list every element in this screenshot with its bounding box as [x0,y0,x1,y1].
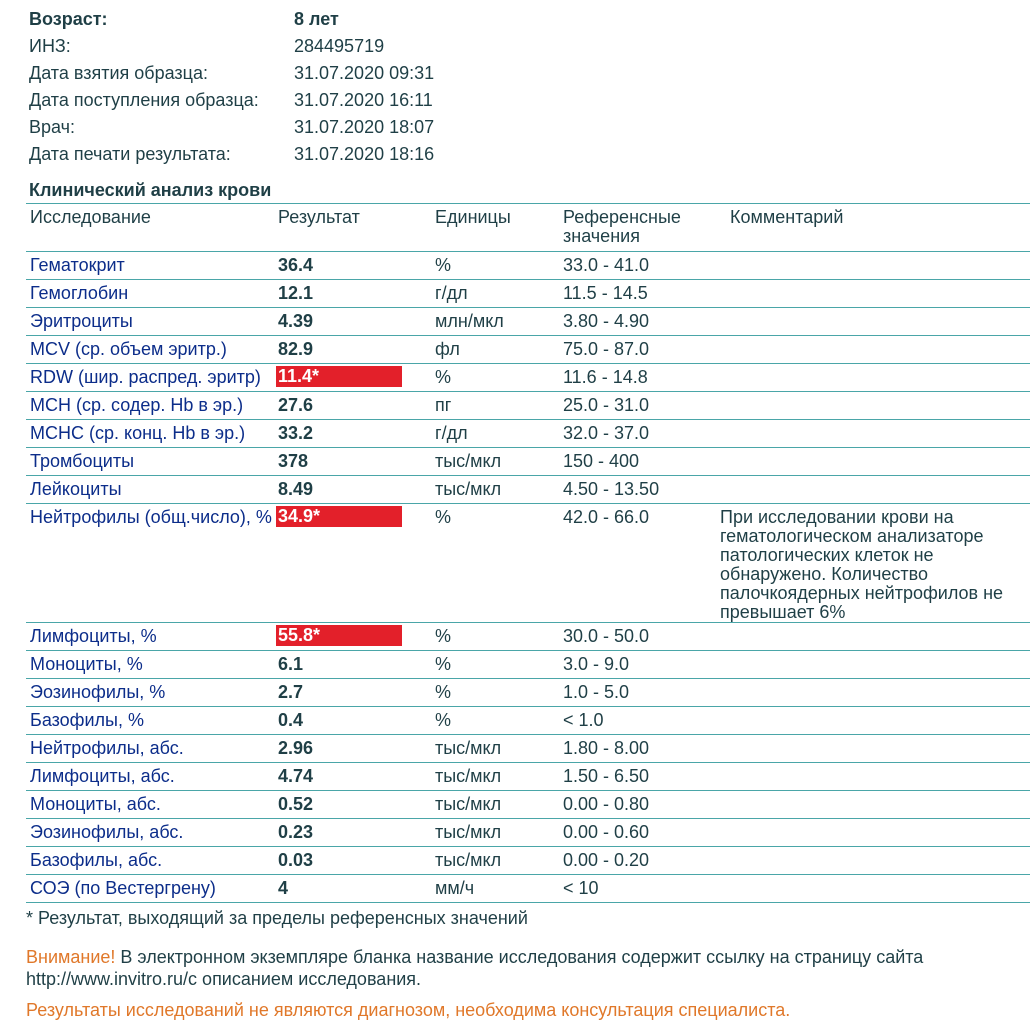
header-name: Исследование [30,207,151,227]
reference-value: 1.50 - 6.50 [563,766,650,786]
results-table [26,203,1030,903]
reference-value: < 10 [563,878,599,898]
units-value: % [435,255,452,275]
result-value: 33.2 [278,423,314,443]
test-name-link[interactable]: Базофилы, абс. [30,850,163,870]
test-name-link[interactable]: Эозинофилы, % [30,682,166,702]
disclaimer: Результаты исследований не являются диагнозом, необходима консультация специалиста. [26,1000,791,1020]
units-value: % [435,507,452,527]
print-date-value: 31.07.2020 18:16 [294,144,435,164]
abnormal-result-value: 55.8* [276,625,402,646]
doctor-value: 31.07.2020 18:07 [294,117,435,137]
reference-value: 30.0 - 50.0 [563,626,650,646]
reference-value: 32.0 - 37.0 [563,423,650,443]
age-value: 8 лет [294,9,339,29]
result-value: 36.4 [278,255,314,275]
units-value: млн/мкл [435,311,504,331]
table-row [26,252,1030,280]
reference-value: 42.0 - 66.0 [563,507,650,527]
header-comment: Комментарий [730,207,844,227]
age-row [29,6,434,33]
age-label: Возраст: [29,9,108,29]
footnote: * Результат, выходящий за пределы референсных значений [26,908,528,928]
result-value: 0.4 [278,710,304,730]
units-value: тыс/мкл [435,738,502,758]
reference-value: 1.0 - 5.0 [563,682,630,702]
units-value: тыс/мкл [435,451,502,471]
sample-received-label: Дата поступления образца: [29,90,259,110]
result-value: 4.39 [278,311,314,331]
reference-value: 11.6 - 14.8 [563,367,648,387]
table-row [26,504,1030,623]
table-row [26,735,1030,763]
print-date-label: Дата печати результата: [29,144,231,164]
units-value: мм/ч [435,878,475,898]
reference-value: 3.0 - 9.0 [563,654,630,674]
reference-value: 4.50 - 13.50 [563,479,660,499]
warning-text: В электронном экземпляре бланка название исследования содержит ссылку на страницу сайта http://www.invitro.ru/с описанием исследования. [26,947,924,989]
table-row [26,336,1030,364]
warning-prefix: Внимание! [26,947,116,967]
test-name-link[interactable]: Моноциты, абс. [30,794,161,814]
result-value: 12.1 [278,283,314,303]
abnormal-result-value: 34.9* [276,506,402,527]
test-name-link[interactable]: MCH (ср. содер. Hb в эр.) [30,395,244,415]
abnormal-result-value: 11.4* [276,366,402,387]
reference-value: 11.5 - 14.5 [563,283,648,303]
result-value: 6.1 [278,654,304,674]
table-row [26,875,1030,903]
units-value: тыс/мкл [435,794,502,814]
doctor-label: Врач: [29,117,76,137]
sample-taken-value: 31.07.2020 09:31 [294,63,435,83]
table-row [26,392,1030,420]
units-value: тыс/мкл [435,479,502,499]
units-value: тыс/мкл [435,850,502,870]
result-value: 0.03 [278,850,314,870]
sample-received-row [29,87,434,114]
units-value: фл [435,339,460,359]
warning-note [26,946,1030,990]
result-value: 4 [278,878,289,898]
test-name-link[interactable]: Лимфоциты, % [30,626,157,646]
reference-value: 0.00 - 0.60 [563,822,650,842]
sample-received-value: 31.07.2020 16:11 [294,90,433,110]
table-row [26,847,1030,875]
patient-info [29,6,434,168]
units-value: тыс/мкл [435,766,502,786]
reference-value: 0.00 - 0.80 [563,794,650,814]
units-value: пг [435,395,452,415]
test-name-link[interactable]: Базофилы, % [30,710,144,730]
header-result: Результат [278,207,360,227]
test-name-link[interactable]: MCV (ср. объем эритр.) [30,339,227,359]
table-row [26,623,1030,651]
test-name-link[interactable]: Лимфоциты, абс. [30,766,175,786]
result-value: 0.23 [278,822,314,842]
header-reference: Референсные значения [563,207,681,246]
doctor-row [29,114,434,141]
result-value: 27.6 [278,395,314,415]
units-value: г/дл [435,423,468,443]
reference-value: 33.0 - 41.0 [563,255,650,275]
reference-value: 1.80 - 8.00 [563,738,650,758]
test-name-link[interactable]: Тромбоциты [30,451,135,471]
table-row [26,364,1030,392]
test-name-link[interactable]: Эритроциты [30,311,133,331]
sample-taken-label: Дата взятия образца: [29,63,208,83]
test-name-link[interactable]: Нейтрофилы (общ.число), % [30,507,272,527]
units-value: % [435,626,452,646]
reference-value: 0.00 - 0.20 [563,850,650,870]
units-value: г/дл [435,283,468,303]
result-value: 2.7 [278,682,304,702]
inz-row [29,33,434,60]
test-name-link[interactable]: Лейкоциты [30,479,122,499]
units-value: % [435,367,452,387]
table-row [26,791,1030,819]
inz-value: 284495719 [294,36,385,56]
table-row [26,707,1030,735]
test-name-link[interactable]: Моноциты, % [30,654,143,674]
table-header [26,203,1030,252]
reference-value: 3.80 - 4.90 [563,311,650,331]
test-name-link[interactable]: Гемоглобин [30,283,129,303]
section-title: Клинический анализ крови [29,180,272,200]
test-name-link[interactable]: RDW (шир. распред. эритр) [30,367,261,387]
table-row [26,448,1030,476]
reference-value: 75.0 - 87.0 [563,339,650,359]
table-row [26,308,1030,336]
result-value: 4.74 [278,766,314,786]
test-name-link[interactable]: MCHC (ср. конц. Hb в эр.) [30,423,246,443]
result-value: 0.52 [278,794,314,814]
reference-value: 25.0 - 31.0 [563,395,650,415]
test-name-link[interactable]: Нейтрофилы, абс. [30,738,184,758]
units-value: % [435,654,452,674]
table-row [26,651,1030,679]
result-value: 378 [278,451,309,471]
table-row [26,819,1030,847]
result-value: 2.96 [278,738,314,758]
print-date-row [29,141,434,168]
units-value: % [435,682,452,702]
sample-taken-row [29,60,434,87]
inz-label: ИНЗ: [29,36,71,56]
table-row [26,679,1030,707]
units-value: тыс/мкл [435,822,502,842]
header-units: Единицы [435,207,511,227]
table-row [26,763,1030,791]
table-row [26,476,1030,504]
reference-value: < 1.0 [563,710,604,730]
test-name-link[interactable]: СОЭ (по Вестергрену) [30,878,216,898]
test-name-link[interactable]: Эозинофилы, абс. [30,822,184,842]
comment-text: При исследовании крови на гематологическом анализаторе патологических клеток не обнаружено. Количество палочкоядерных нейтрофилов не превышает 6% [720,507,1004,622]
table-row [26,420,1030,448]
reference-value: 150 - 400 [563,451,640,471]
units-value: % [435,710,452,730]
test-name-link[interactable]: Гематокрит [30,255,125,275]
result-value: 82.9 [278,339,314,359]
table-row [26,280,1030,308]
result-value: 8.49 [278,479,314,499]
